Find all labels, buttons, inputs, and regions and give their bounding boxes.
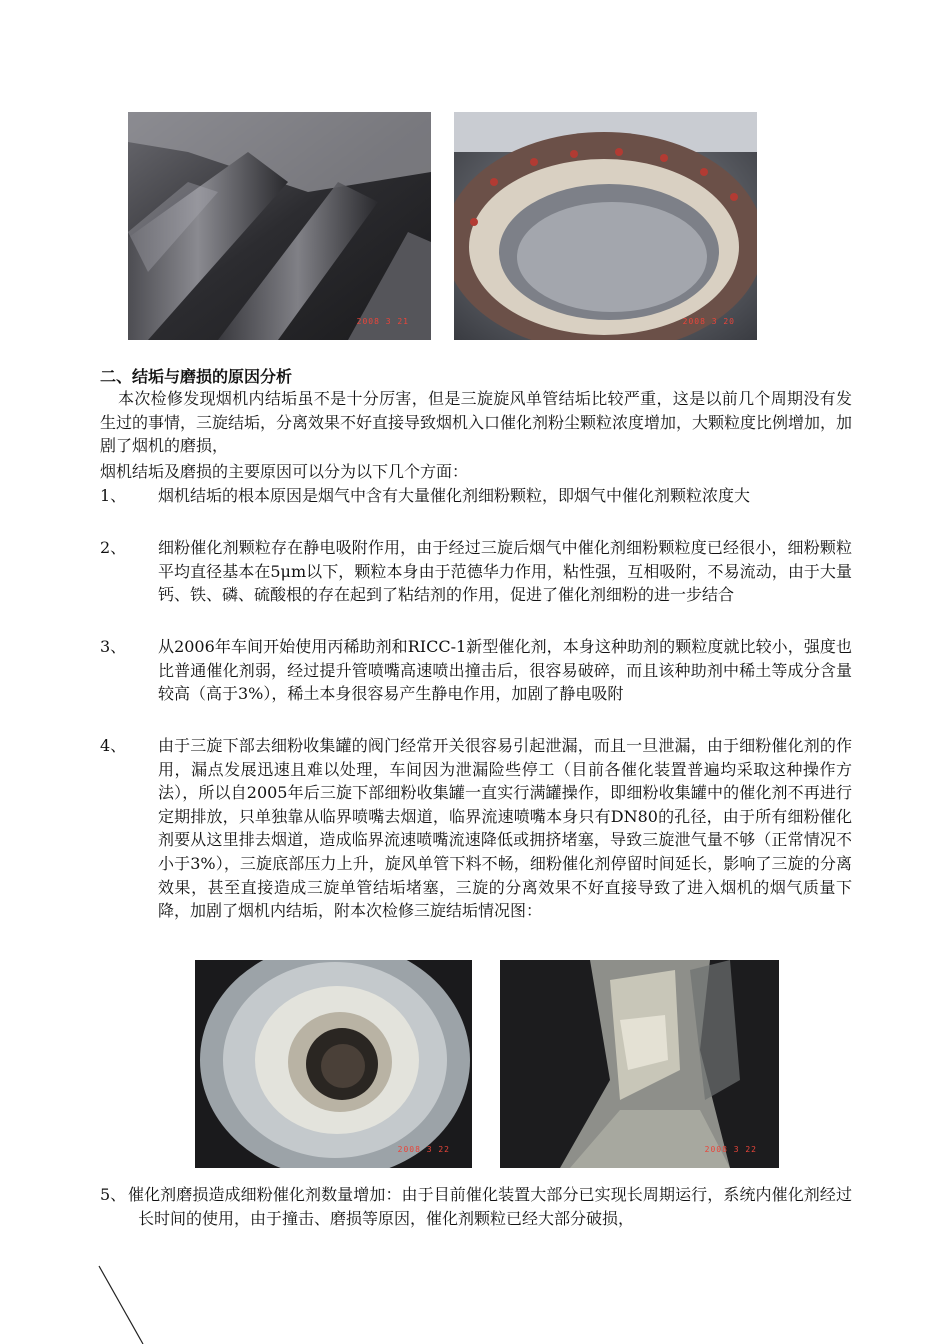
intro-paragraph: [100, 387, 852, 458]
lead-text: 烟机结垢及磨损的主要原因可以分为以下几个方面：: [100, 462, 469, 481]
photo-clogged-tube: [195, 960, 472, 1168]
list-item-text: 细粉催化剂颗粒存在静电吸附作用，由于经过三旋后烟气中催化剂细粉颗粒度已经很小，细粉颗粒平均直径基本在5μm以下，颗粒本身由于范德华力作用，粘性强，互相吸附，不易流动，由于大量钙、铁、磷、硫酸根的存在起到了粘结剂的作用，促进了催化剂细粉的进一步结合: [158, 538, 852, 605]
photo-date-stamp: 2008 3 21: [356, 317, 409, 326]
list-item-number: 4、: [100, 736, 127, 755]
list-item: [100, 484, 852, 508]
photo-turbine-blades: [128, 112, 431, 340]
section-heading: 二、结垢与磨损的原因分析: [100, 367, 293, 386]
list-item: [100, 1183, 852, 1230]
list-item-text: 从2006年车间开始使用丙稀助剂和RICC-1新型催化剂，本身这种助剂的颗粒度就比较小，强度也比普通催化剂弱，经过提升管喷嘴高速喷出撞击后，很容易破碎，而且该种助剂中稀土等成分含量较高（高于3%），稀土本身很容易产生静电作用，加剧了静电吸附: [158, 637, 852, 704]
list-item-number: 2、: [100, 538, 127, 557]
list-item-number: 3、: [100, 637, 127, 656]
photo-date-stamp: 2008 3 22: [397, 1145, 450, 1154]
list-item-text: 烟机结垢的根本原因是烟气中含有大量催化剂细粉颗粒，即烟气中催化剂颗粒浓度大: [158, 486, 751, 505]
list-item-text: 催化剂磨损造成细粉催化剂数量增加：由于目前催化装置大部分已实现长周期运行，系统内催化剂经过长时间的使用，由于撞击、磨损等原因，催化剂颗粒已经大部分破损，: [128, 1185, 852, 1228]
intro-text: 本次检修发现烟机内结垢虽不是十分厉害，但是三旋旋风单管结垢比较严重，这是以前几个周期没有发生过的事情，三旋结垢，分离效果不好直接导致烟机入口催化剂粉尘颗粒浓度增加，大颗粒度比例增加，加剧了烟机的磨损，: [100, 389, 853, 456]
list-item-text: 由于三旋下部去细粉收集罐的阀门经常开关很容易引起泄漏，而且一旦泄漏，由于细粉催化剂的作用，漏点发展迅速且难以处理，车间因为泄漏险些停工（目前各催化装置普遍均采取这种操作方法），所以自2005年后三旋下部细粉收集罐一直实行满罐操作，即细粉收集罐中的催化剂不再进行定期排放，只单独靠从临界喷嘴去烟道，临界流速喷嘴本身只有DN80的孔径，由于所有细粉催化剂要从这里排去烟道，造成临界流速喷嘴流速降低或拥挤堵塞，导致三旋泄气量不够（正常情况不小于3%），三旋底部压力上升，旋风单管下料不畅，细粉催化剂停留时间延长，影响了三旋的分离效果，甚至直接造成三旋单管结垢堵塞，三旋的分离效果不好直接导致了进入烟机的烟气质量下降，加剧了烟机内结垢，附本次检修三旋结垢情况图：: [158, 736, 852, 921]
lead-paragraph: [100, 460, 852, 484]
photo-flange-ring: [454, 112, 757, 340]
corner-diagonal-line: [95, 1262, 155, 1344]
list-item: [100, 635, 852, 706]
list-item-number: 5、: [100, 1185, 127, 1204]
photo-date-stamp: 2008 3 22: [704, 1145, 757, 1154]
list-item: [100, 734, 852, 923]
photo-pipe-deposit: [500, 960, 779, 1168]
list-item: [100, 536, 852, 607]
photo-date-stamp: 2008 3 20: [682, 317, 735, 326]
list-item-number: 1、: [100, 486, 127, 505]
